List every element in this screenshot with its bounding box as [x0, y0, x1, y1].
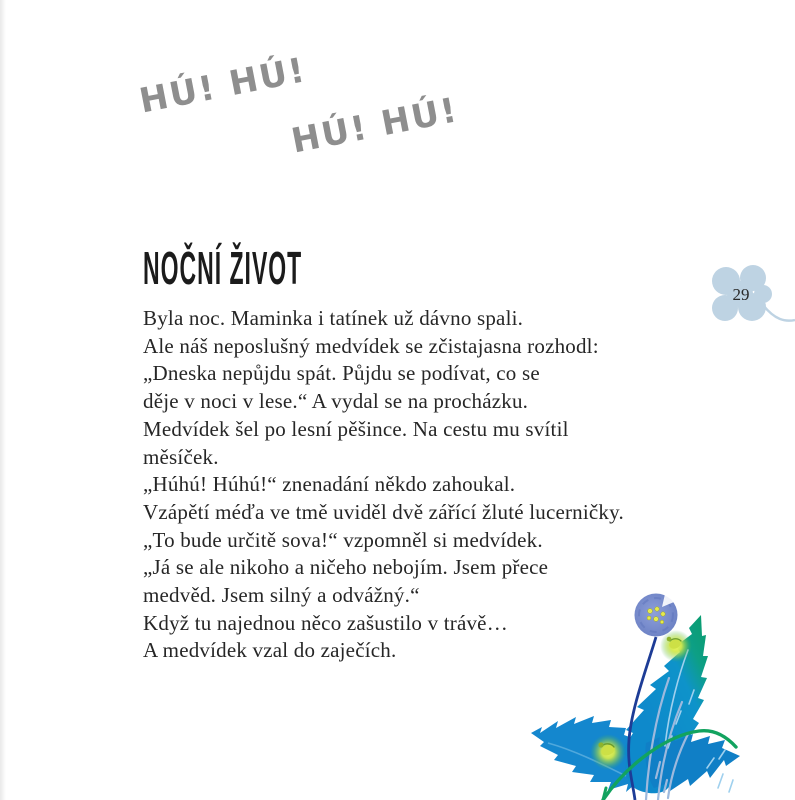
story-line: Ale náš neposlušný medvídek se zčistajasna rozhodl: — [143, 333, 599, 358]
story-line: „Já se ale nikoho a ničeho nebojím. Jsem přece — [143, 555, 549, 580]
story-line: „To bude určitě sova!“ vzpomněl si medvídek. — [143, 527, 543, 552]
story-line: děje v noci v lese.“ A vydal se na procházku. — [143, 389, 529, 414]
page-title: NOČNÍ ŽIVOT — [143, 242, 303, 294]
story-line: medvěd. Jsem silný a odvážný.“ — [143, 583, 420, 608]
story-line: A medvídek vzal do zaječích. — [143, 638, 397, 663]
story-line: „Dneska nepůjdu spát. Půjdu se podívat, co se — [143, 361, 540, 386]
story-line: „Húhú! Húhú!“ znenadání někdo zahoukal. — [143, 472, 516, 497]
clover-flower-icon — [695, 258, 795, 333]
hoot-text-left: HÚ! HÚ! — [136, 50, 310, 122]
clover-stem — [763, 305, 795, 321]
hoot-text-right: HÚ! HÚ! — [288, 90, 462, 162]
page-number: 29 — [732, 285, 750, 304]
story-line: Medvídek šel po lesní pěšince. Na cestu mu svítil — [143, 416, 569, 441]
story-line: Když tu najednou něco zašustilo v trávě… — [143, 610, 508, 635]
story-line: měsíček. — [143, 444, 219, 469]
story-line: Byla noc. Maminka i tatínek už dávno spali. — [143, 306, 524, 330]
periwinkle-bloom — [635, 594, 678, 637]
story-line: Vzápětí méďa ve tmě uviděl dvě zářící žluté lucerničky. — [143, 499, 624, 524]
flowers-illustration — [518, 578, 795, 800]
